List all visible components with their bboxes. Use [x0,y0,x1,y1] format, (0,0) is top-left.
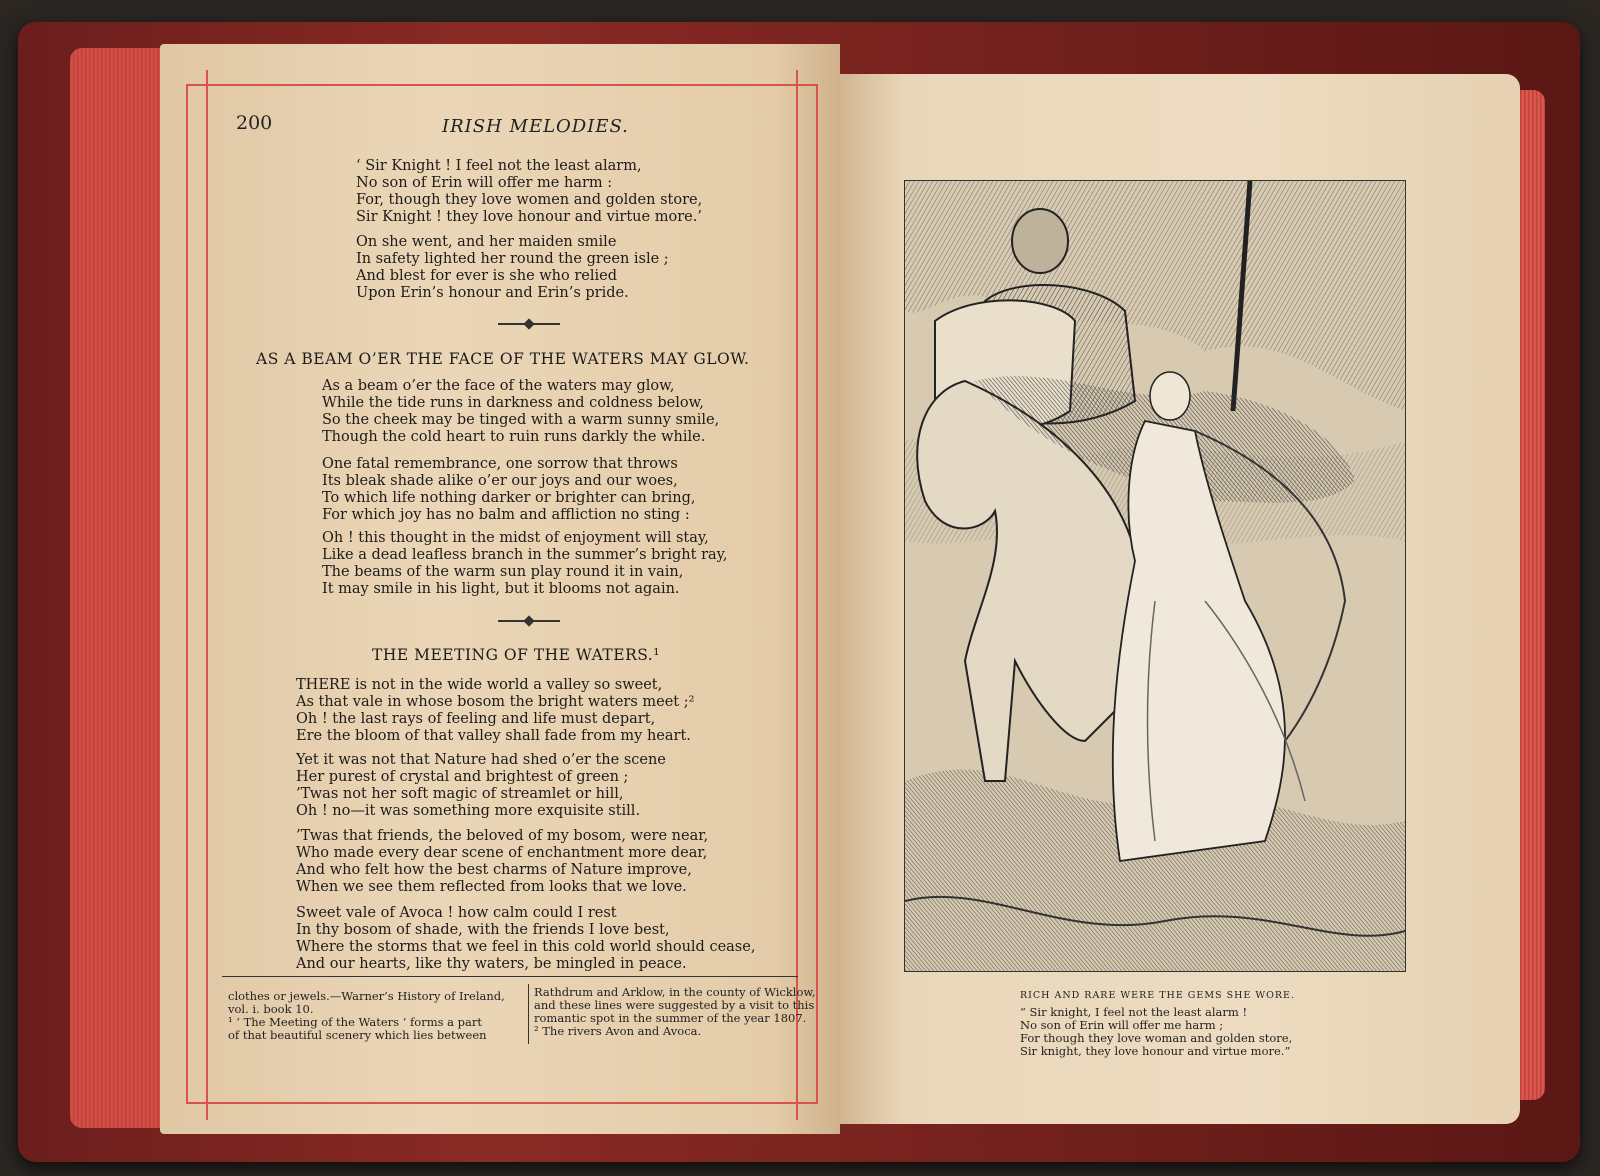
footnotes-right: Rathdrum and Arklow, in the county of Wicklow, and these lines were suggested by a visit to this romantic spot in the summer of the year 1807. ² The rivers Avon and Avoca. [534,985,816,1038]
poem2-stanza-2: Yet it was not that Nature had shed o’er the scene Her purest of crystal and brightest of green ; ’Twas not her soft magic of streamlet or hill, Oh ! no—it was something more exquisite still. [296,752,666,819]
engraving-art [905,181,1405,971]
poem1-stanza-1: As a beam o’er the face of the waters may glow, While the tide runs in darkness and coldness below, So the cheek may be tinged with a warm sunny smile, Though the cold heart to ruin runs darkly the while. [322,378,720,445]
ornament-divider [498,323,560,325]
stanza-top-2: On she went, and her maiden smile In safety lighted her round the green isle ; And blest for ever is she who relied Upon Erin’s honour and Erin’s pride. [356,234,669,301]
poem2-stanza-4: Sweet vale of Avoca ! how calm could I rest In thy bosom of shade, with the friends I love best, Where the storms that we feel in this cold world should cease, And our hearts, like thy waters, be mingled in peace. [296,905,756,972]
engraving-knight-and-maiden [904,180,1406,972]
illustration-caption-title: RICH AND RARE WERE THE GEMS SHE WORE. [1020,990,1295,1001]
poem-title-beam: AS A BEAM O’ER THE FACE OF THE WATERS MAY GLOW. [256,350,750,368]
ornament-divider [498,620,560,622]
page-number: 200 [236,112,273,134]
footnote-divider [528,984,529,1044]
illustration-caption: “ Sir knight, I feel not the least alarm ! No son of Erin will offer me harm ; For though they love woman and golden store, Sir knight, they love honour and virtue more.” [1020,1005,1293,1058]
stanza-top-1: ‘ Sir Knight ! I feel not the least alarm, No son of Erin will offer me harm : For, though they love women and golden store, Sir Knight ! they love honour and virtue more.’ [356,158,703,225]
footnotes-left: clothes or jewels.—Warner’s History of Ireland, vol. i. book 10. ¹ ‘ The Meeting of the Waters ’ forms a part of that beautiful scenery which lies between [228,989,505,1042]
poem1-stanza-3: Oh ! this thought in the midst of enjoyment will stay, Like a dead leafless branch in the summer’s bright ray, The beams of the warm sun play round it in vain, It may smile in his light, but it blooms not again. [322,530,728,597]
poem-title-meeting: THE MEETING OF THE WATERS.¹ [372,646,660,664]
running-head: IRISH MELODIES. [442,116,629,137]
poem2-stanza-1: THERE is not in the wide world a valley so sweet, As that vale in whose bosom the bright waters meet ;² Oh ! the last rays of feeling and life must depart, Ere the bloom of that valley shall fade from my heart. [296,677,695,744]
poem1-stanza-2: One fatal remembrance, one sorrow that throws Its bleak shade alike o’er our joys and our woes, To which life nothing darker or brighter can bring, For which joy has no balm and affliction no sting : [322,456,696,523]
poem2-stanza-3: ’Twas that friends, the beloved of my bosom, were near, Who made every dear scene of enchantment more dear, And who felt how the best charms of Nature improve, When we see them reflected from looks that we love. [296,828,709,895]
footnote-rule [222,976,798,977]
